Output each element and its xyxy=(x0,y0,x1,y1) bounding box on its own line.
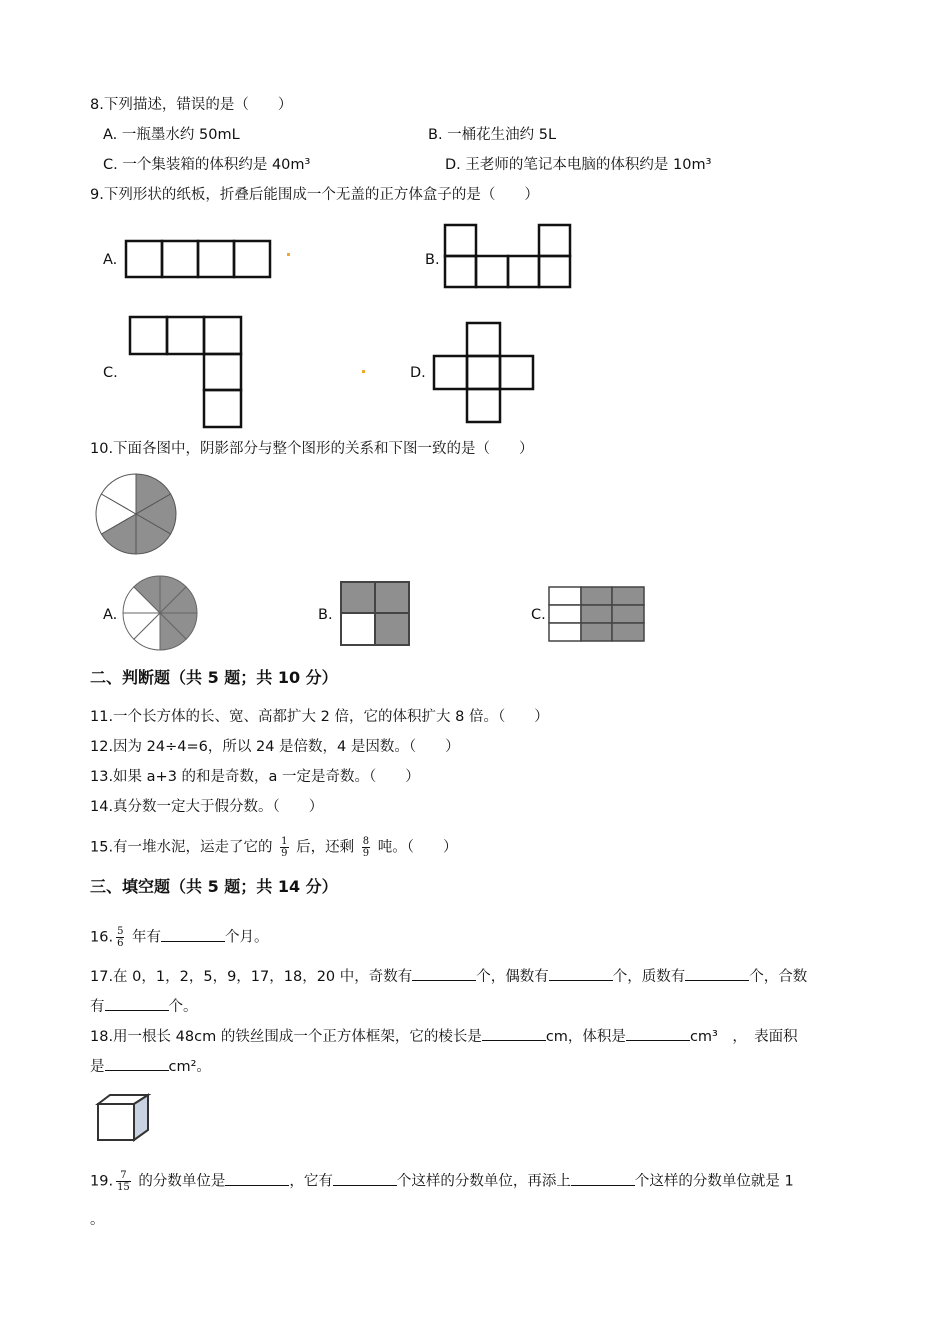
answer-blank[interactable] xyxy=(685,966,749,981)
q8-option-d: D. 王老师的笔记本电脑的体积约是 10m³ xyxy=(445,157,712,173)
q19-text-3: 个这样的分数单位，再添上 xyxy=(396,1173,571,1190)
q17-text-1: 17.在 0，1，2，5，9，17，18，20 中，奇数有 xyxy=(90,969,413,985)
q10-option-c-label: C. xyxy=(531,607,546,623)
q9-option-d-label: D. xyxy=(410,365,426,381)
answer-blank[interactable] xyxy=(333,1171,397,1186)
q10-option-a-pie xyxy=(118,572,202,654)
q9-net-d xyxy=(432,321,535,424)
q16-fraction-denominator: 6 xyxy=(117,938,124,949)
q19-text-2: ，它有 xyxy=(289,1173,333,1190)
q19-text-1: 的分数单位是 xyxy=(138,1173,226,1190)
q19-fraction xyxy=(116,1170,131,1193)
q19-text-4: 个这样的分数单位就是 1 xyxy=(634,1173,794,1190)
q17-text-3: 个，质数有 xyxy=(612,969,686,985)
q17-text-2: 个，偶数有 xyxy=(476,969,549,985)
answer-blank[interactable] xyxy=(225,1171,289,1186)
q15-fraction-1 xyxy=(280,836,288,859)
q10-option-b-label: B. xyxy=(318,607,333,623)
q15-text-2: 后，还剩 xyxy=(296,839,355,856)
q16-text-1: 年有 xyxy=(132,929,162,946)
q18-text-5: cm²。 xyxy=(168,1059,211,1075)
q8-option-c: C. 一个集装箱的体积约是 40m³ xyxy=(103,157,311,173)
q9-net-a xyxy=(124,239,274,279)
cube-illustration xyxy=(95,1092,155,1144)
q11: 11.一个长方体的长、宽、高都扩大 2 倍，它的体积扩大 8 倍。（ ） xyxy=(90,709,549,725)
answer-blank[interactable] xyxy=(626,1026,690,1041)
q19-number: 19. xyxy=(90,1173,114,1190)
q18-text-4: 是 xyxy=(90,1059,105,1075)
q19-fraction-numerator: 7 xyxy=(116,1170,131,1182)
q16 xyxy=(90,926,269,949)
section-3-title: 三、填空题（共 5 题；共 14 分） xyxy=(90,877,338,896)
q19-line-1 xyxy=(90,1170,794,1193)
q17-text-5: 有 xyxy=(90,999,105,1015)
q18-text-1: 18.用一根长 48cm 的铁丝围成一个正方体框架，它的棱长是 xyxy=(90,1029,482,1045)
q15-fraction-2-denominator: 9 xyxy=(362,848,370,859)
answer-blank[interactable] xyxy=(161,927,225,942)
q8-stem: 8.下列描述，错误的是（ ） xyxy=(90,97,293,113)
q8-option-b: B. 一桶花生油约 5L xyxy=(428,127,557,143)
q9-option-c-label: C. xyxy=(103,365,118,381)
q15 xyxy=(90,836,458,859)
q10-option-c-grid xyxy=(548,586,646,643)
q16-text-2: 个月。 xyxy=(225,929,269,946)
q9-option-a-label: A. xyxy=(103,252,118,268)
q15-fraction-1-denominator: 9 xyxy=(281,848,288,859)
q19-line-2: 。 xyxy=(90,1212,105,1228)
answer-blank[interactable] xyxy=(412,966,476,981)
q15-fraction-2 xyxy=(362,836,370,859)
q17-text-4: 个，合数 xyxy=(749,969,808,985)
q16-fraction-numerator: 5 xyxy=(117,926,124,937)
q9-stem: 9.下列形状的纸板，折叠后能围成一个无盖的正方体盒子的是（ ） xyxy=(90,187,539,203)
answer-blank[interactable] xyxy=(549,966,613,981)
q17-line-2 xyxy=(90,996,198,1017)
q18-text-2: cm，体积是 xyxy=(545,1029,626,1045)
q18-line-1 xyxy=(90,1026,798,1047)
q16-number: 16. xyxy=(90,929,114,946)
stray-dot xyxy=(362,370,365,373)
q12: 12.因为 24÷4=6，所以 24 是倍数，4 是因数。（ ） xyxy=(90,739,460,755)
q13: 13.如果 a+3 的和是奇数，a 一定是奇数。（ ） xyxy=(90,769,420,785)
answer-blank[interactable] xyxy=(571,1171,635,1186)
q18-text-3: cm³ ， 表面积 xyxy=(689,1029,798,1045)
q10-stem: 10.下面各图中，阴影部分与整个图形的关系和下图一致的是（ ） xyxy=(90,441,534,457)
section-2-title: 二、判断题（共 5 题；共 10 分） xyxy=(90,668,338,687)
answer-blank[interactable] xyxy=(482,1026,546,1041)
q15-fraction-1-numerator: 1 xyxy=(281,836,288,847)
q9-option-b-label: B. xyxy=(425,252,440,268)
answer-blank[interactable] xyxy=(105,996,169,1011)
q16-fraction xyxy=(116,926,124,949)
q10-option-b-square xyxy=(339,580,411,647)
q10-option-a-label: A. xyxy=(103,607,118,623)
q18-line-2 xyxy=(90,1056,211,1077)
q14: 14.真分数一定大于假分数。（ ） xyxy=(90,799,324,815)
q8-option-a: A. 一瓶墨水约 50mL xyxy=(103,127,240,143)
q17-line-1 xyxy=(90,966,807,987)
answer-blank[interactable] xyxy=(105,1056,169,1071)
q9-net-c xyxy=(128,315,244,429)
q15-text-1: 15.有一堆水泥，运走了它的 xyxy=(90,839,273,856)
q17-text-6: 个。 xyxy=(168,999,198,1015)
q9-net-b xyxy=(443,223,574,290)
q15-fraction-2-numerator: 8 xyxy=(362,836,370,847)
q19-fraction-denominator: 15 xyxy=(117,1182,130,1193)
q10-reference-pie xyxy=(90,471,182,557)
stray-dot xyxy=(287,253,290,256)
q15-text-3: 吨。（ ） xyxy=(377,839,458,856)
